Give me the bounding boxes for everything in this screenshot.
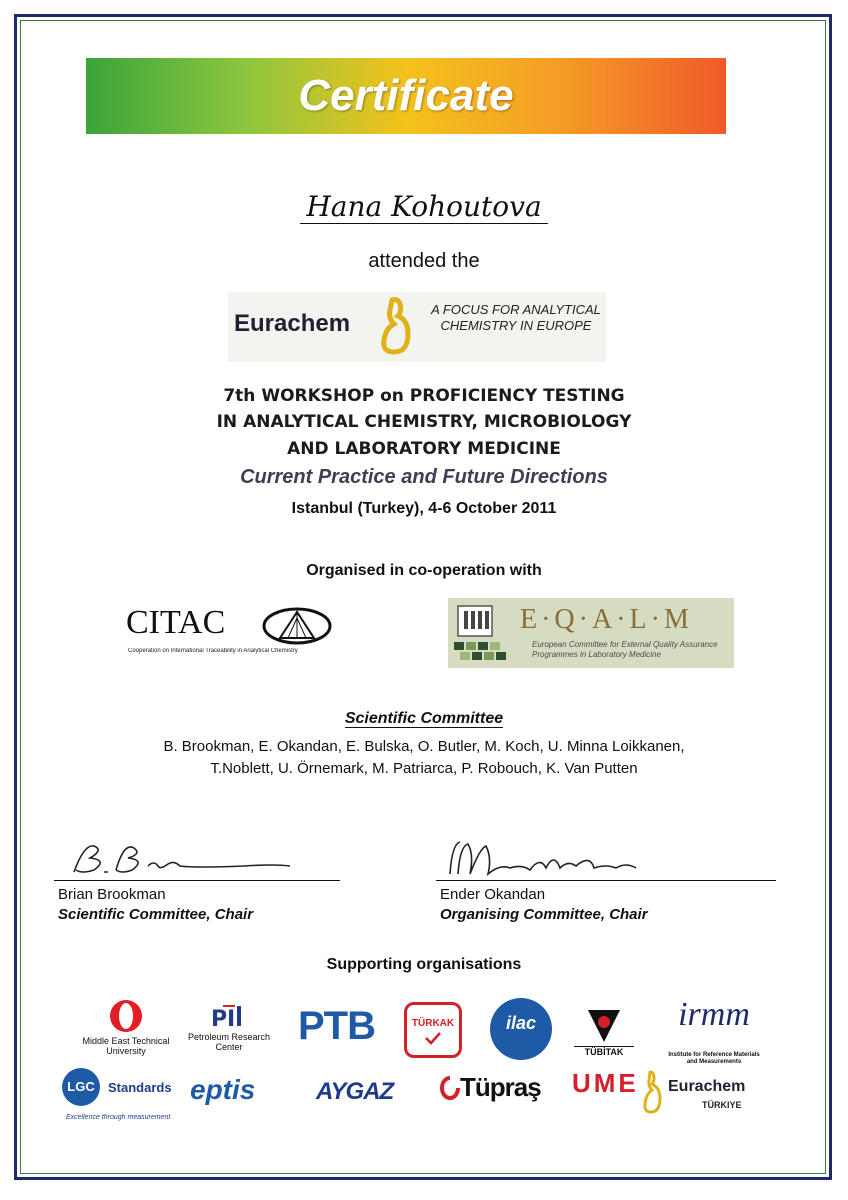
committee-members-line-1: B. Brookman, E. Okandan, E. Bulska, O. Butler, M. Koch, U. Minna Loikkanen, bbox=[163, 738, 685, 755]
turkak-logo bbox=[404, 1002, 462, 1058]
flask-icon bbox=[374, 296, 422, 358]
eqalm-logo-word: E·Q·A·L·M bbox=[520, 604, 693, 635]
ilac-logo bbox=[490, 998, 552, 1060]
committee-members-line-2: T.Noblett, U. Örnemark, M. Patriarca, P. Robouch, K. Van Putten bbox=[210, 760, 638, 777]
supporting-heading: Supporting organisations bbox=[326, 956, 522, 973]
svg-text:I: I bbox=[227, 1007, 236, 1030]
tubitak-emblem-icon bbox=[586, 1006, 622, 1046]
checkmark-icon bbox=[424, 1031, 442, 1045]
attended-text: attended the bbox=[368, 250, 480, 272]
eurachem-turkiye-word: Eurachem bbox=[668, 1078, 746, 1095]
title-banner bbox=[86, 58, 726, 134]
event-line-3: AND LABORATORY MEDICINE bbox=[287, 439, 561, 459]
aygaz-logo: AYGAZ bbox=[316, 1078, 394, 1105]
eqalm-emblem-icon bbox=[454, 602, 520, 664]
eurachem-logo bbox=[228, 292, 606, 362]
metu-logo bbox=[76, 998, 176, 1056]
irmm-logo bbox=[664, 996, 764, 1066]
lgc-standards-word: Standards bbox=[108, 1080, 172, 1095]
turkak-name: TÜRKAK bbox=[411, 1018, 455, 1029]
signature-line-left bbox=[54, 880, 340, 881]
signature-brookman bbox=[64, 836, 304, 884]
signer-left-name: Brian Brookman bbox=[58, 886, 166, 903]
ptb-logo: PTB bbox=[298, 1004, 375, 1048]
tupras-logo bbox=[440, 1072, 560, 1106]
eurachem-turkiye-country: TÜRKIYE bbox=[702, 1100, 742, 1110]
eurachem-turkiye-logo bbox=[642, 1070, 772, 1122]
ilac-name: ilac bbox=[505, 1013, 537, 1033]
pri-logo bbox=[184, 1002, 274, 1052]
lgc-logo bbox=[62, 1068, 192, 1126]
event-line-2: IN ANALYTICAL CHEMISTRY, MICROBIOLOGY bbox=[216, 412, 632, 432]
signer-right-name: Ender Okandan bbox=[440, 886, 546, 903]
banner-title: Certificate bbox=[298, 71, 514, 120]
eqalm-subtitle: European Committee for External Quality Assurance Programmes in Laboratory Medicine bbox=[532, 640, 718, 659]
recipient-name: Hana Kohoutova bbox=[0, 190, 848, 223]
lgc-badge: LGC bbox=[62, 1068, 100, 1106]
event-subtitle: Current Practice and Future Directions bbox=[240, 466, 608, 488]
irmm-subtitle: Institute for Reference Materials and Measurements bbox=[668, 1052, 760, 1065]
signer-right-role: Organising Committee, Chair bbox=[440, 906, 648, 923]
metu-emblem-icon bbox=[108, 998, 144, 1034]
ume-logo: UME bbox=[572, 1068, 639, 1098]
flask-icon bbox=[642, 1070, 664, 1116]
event-place-date: Istanbul (Turkey), 4-6 October 2011 bbox=[291, 500, 557, 517]
tubitak-name: TÜBİTAK bbox=[574, 1046, 634, 1057]
svg-text:P: P bbox=[211, 1007, 228, 1030]
signature-line-right bbox=[436, 880, 776, 881]
eurachem-tagline: A FOCUS FOR ANALYTICAL CHEMISTRY IN EUROPE bbox=[431, 302, 601, 333]
tupras-emblem-icon bbox=[440, 1076, 460, 1102]
eurachem-logo-word: Eurachem bbox=[234, 310, 351, 337]
cooperation-heading: Organised in co-operation with bbox=[306, 562, 542, 579]
citac-logo bbox=[120, 596, 336, 664]
metu-name: Middle East Technical University bbox=[82, 1036, 170, 1056]
signature-okandan bbox=[430, 834, 650, 884]
tupras-name: Tüpraş bbox=[460, 1072, 541, 1102]
pri-name: Petroleum Research Center bbox=[187, 1032, 271, 1052]
event-line-1: 7th WORKSHOP on PROFICIENCY TESTING bbox=[223, 386, 625, 406]
citac-logo-word: CITAC bbox=[126, 604, 226, 641]
eqalm-logo bbox=[448, 598, 734, 668]
eptis-logo: eptis bbox=[190, 1074, 256, 1105]
tubitak-logo bbox=[574, 1006, 634, 1057]
committee-heading: Scientific Committee bbox=[344, 710, 504, 727]
signer-left-role: Scientific Committee, Chair bbox=[58, 906, 254, 923]
irmm-name: irmm bbox=[678, 996, 750, 1033]
pri-emblem-icon bbox=[207, 1002, 251, 1030]
citac-emblem-icon bbox=[262, 606, 332, 646]
lgc-tagline: Excellence through measurement bbox=[66, 1114, 171, 1121]
citac-subtitle: Cooperation on International Traceability in Analytical Chemistry bbox=[128, 648, 298, 654]
